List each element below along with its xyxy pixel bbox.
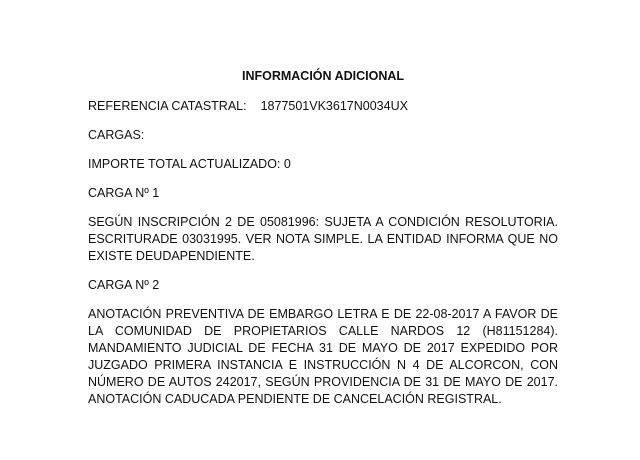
carga-2-text: ANOTACIÓN PREVENTIVA DE EMBARGO LETRA E DE 22-08-2017 A FAVOR DE LA COMUNIDAD DE PROPIETARIOS CALLE NARDOS 12 (H81151284). MANDAMIENTO JUDICIAL DE FECHA 31 DE MAYO DE 2017 EXPEDIDO POR JUZGADO PRIMERA INSTANCIA E INSTRUCCIÓN N 4 DE ALCORCON, CON NÚMERO DE AUTOS 242017, SEGÚN PROVIDENCIA DE 31 DE MAYO DE 2017. ANOTACIÓN CADUCADA PENDIENTE DE CANCELACIÓN REGISTRAL. [88, 307, 558, 406]
referencia-catastral-value: 1877501VK3617N0034UX [260, 99, 408, 113]
referencia-catastral [88, 98, 558, 115]
document-title: INFORMACIÓN ADICIONAL [241, 69, 405, 83]
cargas-label: CARGAS: [88, 128, 145, 142]
carga-1-text: SEGÚN INSCRIPCIÓN 2 DE 05081996: SUJETA A CONDICIÓN RESOLUTORIA. ESCRITURADE 03031995. VER NOTA SIMPLE. LA ENTIDAD INFORMA QUE NO EXISTE DEUDAPENDIENTE. [88, 215, 558, 263]
carga-2-heading: CARGA Nº 2 [88, 278, 160, 292]
importe-total: IMPORTE TOTAL ACTUALIZADO: 0 [88, 157, 291, 171]
carga-1-heading: CARGA Nº 1 [88, 186, 160, 200]
referencia-catastral-label: REFERENCIA CATASTRAL: [88, 99, 247, 113]
document-page [88, 68, 558, 420]
